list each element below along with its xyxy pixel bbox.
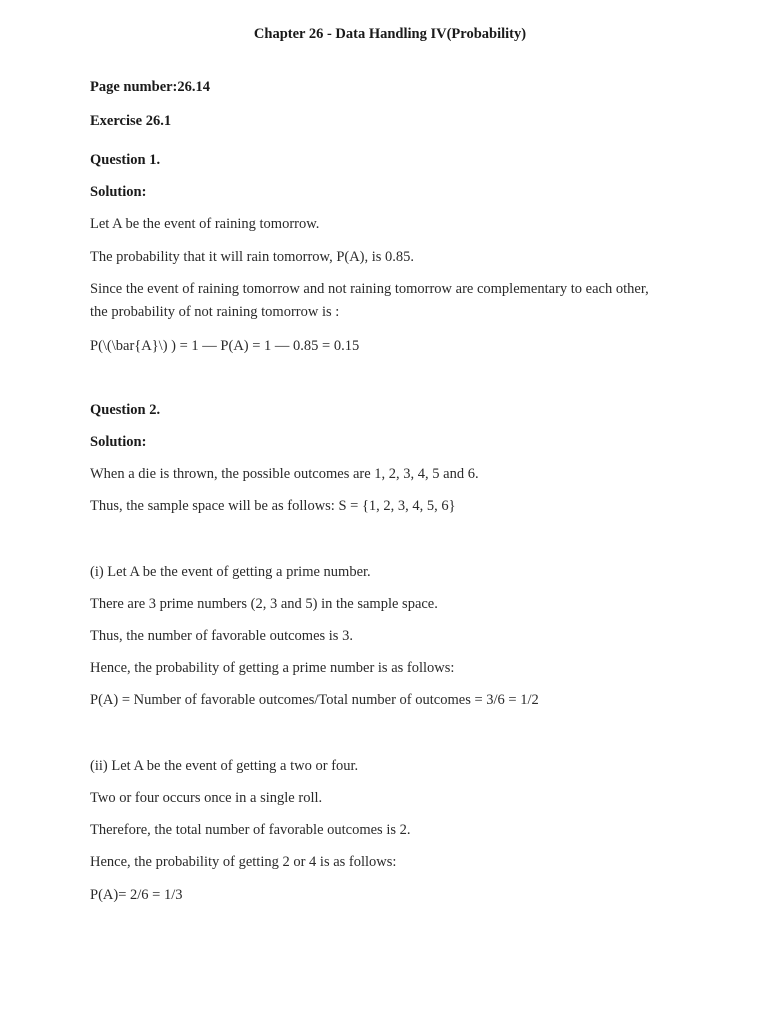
q2-part-ii-line: Therefore, the total number of favorable outcomes is 2. xyxy=(90,822,411,838)
q1-answer-formula: P(\(\bar{A}\) ) = 1 — P(A) = 1 — 0.85 = 0.15 xyxy=(90,338,360,354)
q2-part-ii-line: Hence, the probability of getting 2 or 4 is as follows: xyxy=(90,854,397,870)
question-1-solution-label: Solution: xyxy=(90,184,147,200)
q2-intro-line: When a die is thrown, the possible outcomes are 1, 2, 3, 4, 5 and 6. xyxy=(90,466,479,482)
q2-part-i-line: There are 3 prime numbers (2, 3 and 5) in the sample space. xyxy=(90,596,438,612)
q2-part-ii-line: (ii) Let A be the event of getting a two or four. xyxy=(90,758,359,774)
q2-part-ii-line: Two or four occurs once in a single roll. xyxy=(90,790,323,806)
q2-part-i-formula: P(A) = Number of favorable outcomes/Total number of outcomes = 3/6 = 1/2 xyxy=(90,692,539,708)
q2-part-i-line: (i) Let A be the event of getting a prime number. xyxy=(90,564,371,580)
q1-line: Since the event of raining tomorrow and not raining tomorrow are complementary to each other, xyxy=(90,281,649,297)
q2-part-i-line: Hence, the probability of getting a prime number is as follows: xyxy=(90,660,455,676)
q2-part-ii-formula: P(A)= 2/6 = 1/3 xyxy=(90,887,183,903)
question-2-heading: Question 2. xyxy=(90,402,161,418)
q1-line: the probability of not raining tomorrow is : xyxy=(90,304,340,320)
q1-line: Let A be the event of raining tomorrow. xyxy=(90,216,320,232)
q2-part-i-line: Thus, the number of favorable outcomes is 3. xyxy=(90,628,353,644)
q2-intro-line: Thus, the sample space will be as follows: S = {1, 2, 3, 4, 5, 6} xyxy=(90,498,456,514)
page-number: Page number:26.14 xyxy=(90,79,211,95)
question-1-heading: Question 1. xyxy=(90,152,161,168)
question-2-solution-label: Solution: xyxy=(90,434,147,450)
chapter-title: Chapter 26 - Data Handling IV(Probability) xyxy=(253,26,527,42)
q1-line: The probability that it will rain tomorrow, P(A), is 0.85. xyxy=(90,249,415,265)
exercise-heading: Exercise 26.1 xyxy=(90,113,172,129)
